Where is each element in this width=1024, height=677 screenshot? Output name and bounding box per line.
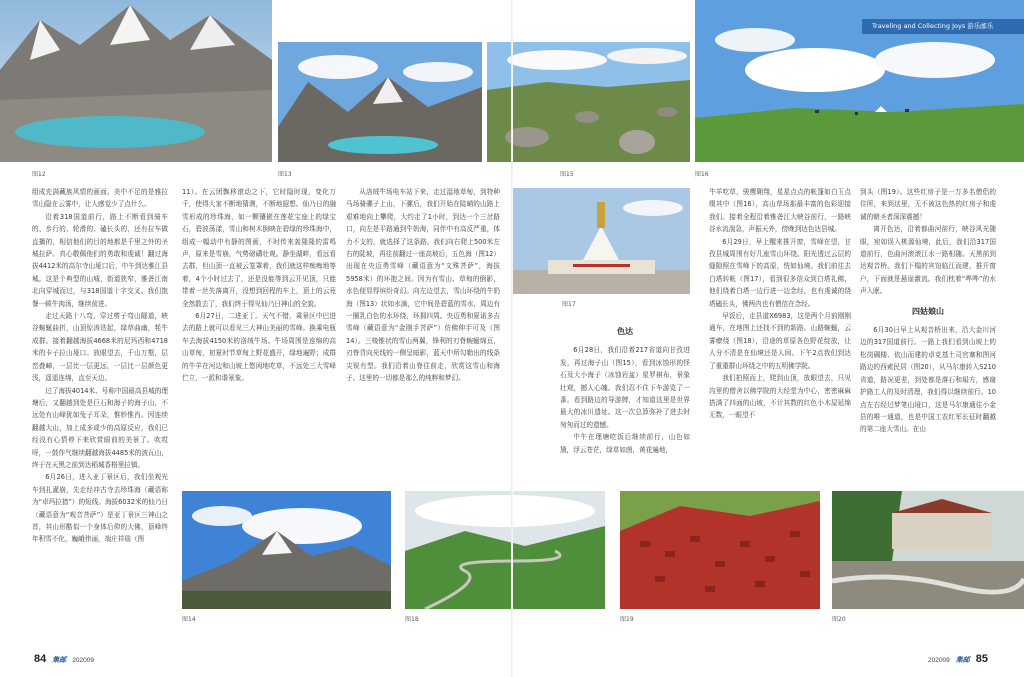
paragraph: 我们拍照而上，爬到山顶，放眼望去，只见沟里的僧舍以佛学院的大经堂为中心，密密麻麻搭满了四面的山坡，不计其数的红色小木屋延绵无数，一眼望不 (709, 374, 851, 420)
subhead-siguniang: 四姑娘山 (912, 306, 944, 316)
paragraph: 从洛绒牛场电车站下来，走过湿地草甸，到特种马场骑骡子上山，下骡后，我们开始在陡峭的山路上艰难地向上攀爬，大约走了1小时，到达一个三岔路口，向左是平路通到牛奶海，同伴中有高反严重，体力不支的，就选择了这条路。我们向右爬上500米左右的陡坡，再往前翻过一座高坡后，五色海（图12）出现在央迈勇雪峰（藏语意为“文殊菩萨”，海拔5958米）的坏抱之间。因为有雪山、草甸的倒影，水色便显得缤纷奇幻。向左边望去，雪山环绕的牛奶海（图13）状如水滴，它中间是碧蓝的雪水，周边有一圈乳白色的水环绕，环拥四周。央迈勇和夏诺多吉雪峰（藏语意为“金刚手菩萨”）仿佛伸手可及（图14）。三棱锥状的雪山两翼，锋利的刃脊蜿蜒绵亘，刃脊背向光线的一侧呈暗影，蓝天中所勾勒出的线条尖锐有型。我们沿着山脊往前走，欣赏这雪山和海子。这里的一切都是那么的纯粹和梦幻。 (346, 188, 500, 383)
paragraph: 6月30日早上从观音桥出来，沿大金川河边的317国道前行。一路上我们看到山坡上的松岗碉楼、依山而建的卓克基土司官寨和图河路边的西索民居（图20），从马尔康转入S210省道，路况更差，到处都是落石和塌方，感谢护路工人的及时清理，我们得以继续前行。10点左右经过梦笔山垭口，这是马尔康通往小金县的唯一通道，也是中国工农红军长征时翻越的第二座大雪山。在山 (860, 326, 996, 434)
caption-fig16: 图16 (695, 171, 709, 178)
text-column-4 (560, 318, 690, 486)
caption-fig19: 图19 (620, 616, 634, 623)
photo-fig19-red-houses (620, 491, 820, 609)
stupa-illustration (513, 188, 690, 294)
paragraph: 沿着318国道前行，路上不断看到骑车的、步行的、轮滑的、磕长头的，还有拉车做直播的，相信他们的目的地都是千里之外的圣城拉萨。真心敬佩他们的勇敢和虔诚！翻过海拔4412米的高尔寺山垭口后，中午到达雅江县城。这是个典型的山城，街道狭窄，雅砻江南北向穿城而过，与318国道十字交叉。我们饱餐一顿牛肉汤，继续前进。 (32, 212, 168, 308)
text-column-5 (709, 186, 851, 486)
magazine-logo-left: 集邮 (52, 657, 67, 664)
photo-fig20-river-village (832, 491, 1024, 609)
photo-fig18-winding-road (405, 491, 605, 609)
alpine-lake-illustration (278, 42, 482, 162)
paragraph: 中午在理塘吃饭后继续前行，山色如黛，浮云苍茫，绿草如茵，黄花遍地， (560, 433, 690, 454)
photo-fig13-milk-lake (278, 42, 482, 162)
rocky-plateau-illustration (487, 42, 690, 162)
text-column-1 (32, 186, 168, 624)
issue-date-right: 202009 (928, 657, 950, 664)
paragraph: 离开色达，沿着都曲河前行，峡谷风光随眼，宛如误入桃源仙境，此后，我们沿317国道前行，色曲河滚滚江水一路相随。天黑前到达观音桥。我们下榻的宾馆临江而建，推开窗户，下面就是悬崖激流。我们枕着“哗哗”的水声入眠。 (860, 225, 996, 296)
magazine-logo-right: 集邮 (955, 657, 970, 664)
mountain-road-illustration (405, 491, 605, 609)
caption-fig18: 图18 (405, 616, 419, 623)
photo-fig14-snow-peaks (182, 491, 391, 609)
page-number-right: 85 (975, 653, 988, 665)
paragraph: 早饭后，走县道X6983，这是两个月前刚刚通车，在地图上还找不到的新路。山路蜿蜒，云雾缭绕（图18），沿途的草原各色野花绽放，让人分不清是在仙境还是人间。下午2点我们到达了重重群山环绕之中的五明佛学院。 (709, 312, 851, 370)
issue-date-left: 202009 (72, 657, 94, 664)
caption-fig15: 图15 (560, 171, 574, 178)
mountain-lake-illustration (0, 0, 272, 162)
text-column-3 (346, 186, 500, 486)
caption-fig20: 图20 (832, 616, 846, 623)
paragraph: 组成充满藏族风情的画面。美中不足的是雅拉雪山隐在云雾中，让人感觉少了点什么。 (32, 188, 168, 209)
paragraph: 过了海拔4014米、号称中国最高县城的理塘后，又翻越到处是巨石和海子的海子山，不远处有山峰犹如兔子耳朵，惟妙惟肖。因连续翻越大山，加上成多或少的高原反应，我们已经没有心情停下来欣赏眼前的美景了。吹哎呀，一鼓作气继续翻越海拔4485米的波瓦山，终于在天黑之前到达稻城香格里拉镇。 (32, 386, 168, 469)
snow-peak-illustration (182, 491, 391, 609)
text-column-2 (182, 186, 336, 486)
paragraph: 6月28日，我们沿着217省道向甘孜进发，再过海子山（图15），看到冰蚀形的怪石及大小海子（冰蚀岩盆）星罗棋布，景象壮观，撼人心魄。我们忍不住下车游览了一番。看到路边的导游牌，才知道这里是世界最大的冰川遗址。这一次总算弥补了进去时匆匆而过的遗憾。 (560, 346, 690, 429)
caption-fig14: 图14 (182, 616, 196, 623)
paragraph: 11）。在云团飘移滚动之下，它时隐时现，变化万千，使得大家不断地猜测，不断地遐想。仙乃日的融雪形成的珍珠海，如一颗镶嵌在莲花宝座上的绿宝石，碧波荡漾，雪山和树木倒映在碧绿的珍珠海中，组成一幅动中有静的图画，不时传来轰隆隆的雷鸣声，原来是雪崩，气势磅礴壮观。静坐湖畔，看远看去群，但山顶一直被云笼罩着，我们就这样痴痴地等着，4个小时过去了，还是没能等到云开见顶，只能带着一丝失落离开，没想到回程的车上，顶上的云竟全然散去了，我们终于得见仙乃日神山的全貌。 (182, 188, 336, 308)
folio-right (928, 653, 988, 665)
caption-fig12: 图12 (32, 171, 46, 178)
red-monastery-houses-illustration (620, 491, 820, 609)
paragraph: 6月29日，早上醒来推开窗，雪峰在望，甘孜县城周围有好几座雪山环绕。阳光透过云层的缝隙照在雪峰下的高原，恍如仙境。我们前往去白塔转帐（图17），看到很多信众到白塔礼佛，他们绕着白塔一边行进一边念经，也有虔诚的绕塔磕长头，佛两内也有僧信在念经。 (709, 237, 851, 308)
photo-fig15-boulder-meadow (487, 42, 690, 162)
caption-fig17: 图17 (562, 301, 576, 308)
paragraph: 走过天路十八弯，穿过剪子弯山隧道，峡谷蜿蜒曲折，山顶惊涛迭起，绿草曲幽，牦牛成群。接着翻越海拔4668米的尼玛西和4718米的卡子拉山垭口。放眼望去，千山万壑，层峦叠嶂，一层比一层更远，一层比一层颜色更浅，遥遥连绵，直至天边。 (32, 312, 168, 383)
page-gutter (511, 0, 513, 677)
text-column-6 (860, 186, 996, 486)
page-number-left: 84 (34, 653, 47, 665)
subhead-seda: 色达 (617, 327, 633, 336)
paragraph: 6月27日，二进亚丁。天气不错，乘景区中巴进去的路上就可以看见三大神山美丽的雪峰。换乘电瓶车去海拔4150米的洛绒牛场。牛场周围是连绵的高山草甸，初夏时节草甸上野花盛开，绿地遍野；成群的牛羊在河边和山坡上悠闲地吃草，不远处三大雪峰伫立，一派和谐景象。 (182, 312, 336, 383)
section-tag: Traveling and Collecting Joys 游乐邮乐 (862, 19, 1024, 34)
folio-left (34, 653, 94, 665)
photo-fig12-turquoise-lake (0, 0, 272, 162)
photo-fig17-white-stupa (513, 188, 690, 294)
paragraph: 6月26日，进入亚丁景区后，我们坐观光车到扎灌崩，先走经冲古寺去珍珠海（藏语称为“卓玛拉措”）的短线。海拔6032米的仙乃日（藏语意为“观音菩萨”）是亚丁景区三神山之首，其山形酷似一个身体后仰的大佛，顶峰终年积雪不化，巍峨伟丽，端庄祥瑞（图 (32, 473, 168, 544)
river-village-illustration (832, 491, 1024, 609)
caption-fig13: 图13 (278, 171, 292, 178)
paragraph: 牛羊吃草，骏鹰翱翔，星星点点的帐篷如白玉点缀其中（图16），高山草场那最丰富的色彩迎接我们。接着全程沿着雅砻江大峡谷前行，一路峡谷水流湍急，声振天外，傍晚到达色达县城。 (709, 188, 851, 234)
paragraph: 到头（图19）。这些红房子是一万多名僧侣的住所，来到这里，无不被这色热的红房子和虔诚的朝圣者深深震撼！ (860, 188, 996, 221)
